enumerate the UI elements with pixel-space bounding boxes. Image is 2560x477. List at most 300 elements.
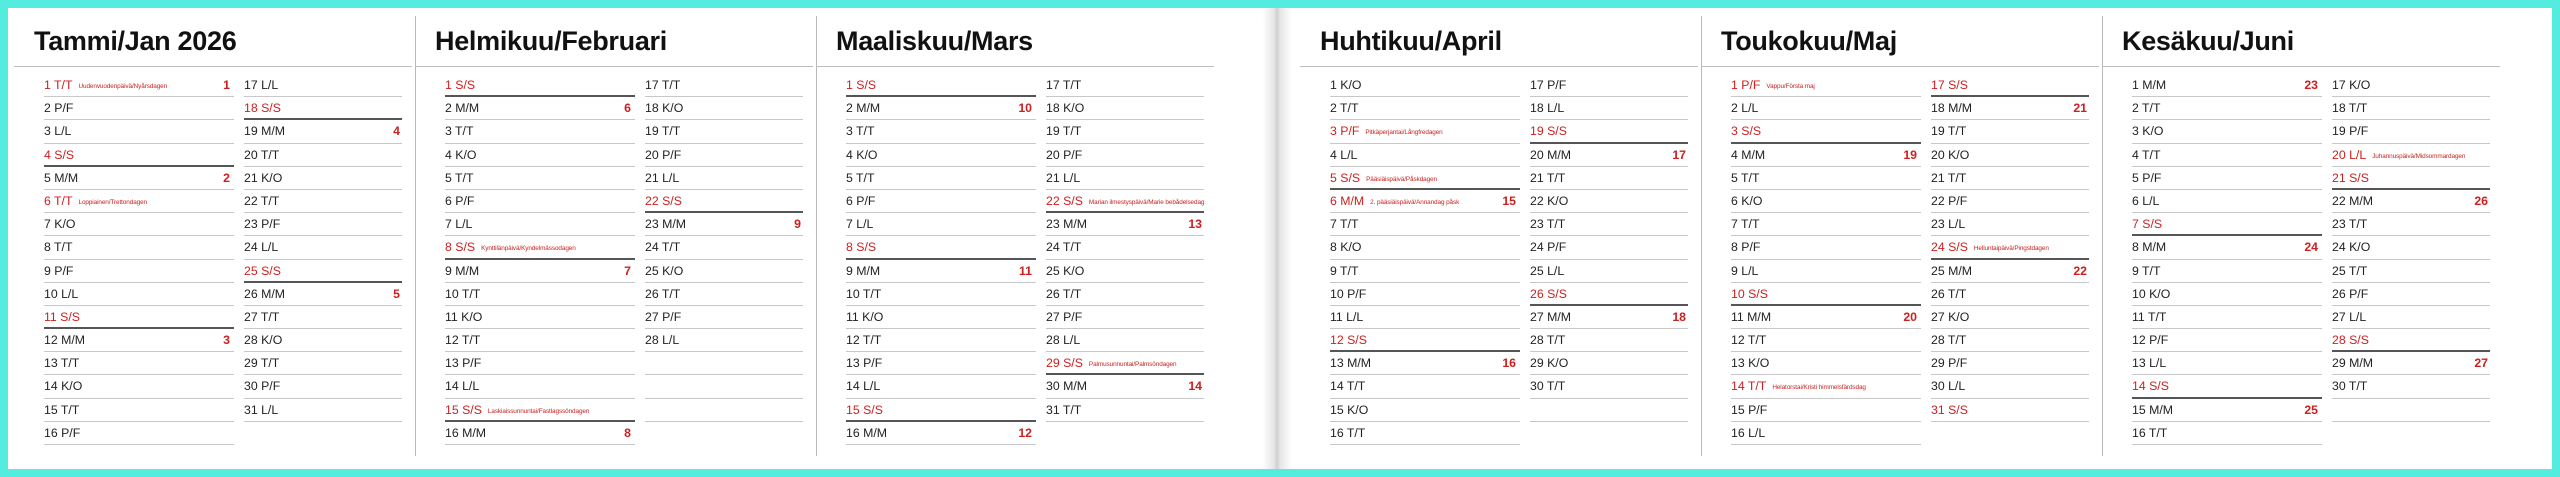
day-label: 21 T/T xyxy=(1530,170,1566,185)
day-label: 6 P/F xyxy=(846,193,876,208)
holiday-label: Juhannuspäivä/Midsommardagen xyxy=(2372,152,2466,160)
day-label: 13 T/T xyxy=(44,356,80,371)
day-label: 31 T/T xyxy=(1046,402,1082,417)
day-label: 26 T/T xyxy=(1046,286,1082,301)
day-label: 22 K/O xyxy=(1530,193,1569,208)
day-label: 11 K/O xyxy=(445,309,483,324)
day-row xyxy=(445,352,635,375)
day-label: 5 T/T xyxy=(846,170,875,185)
day-row xyxy=(1330,120,1520,143)
frame-right-border xyxy=(2552,0,2560,477)
holiday-label: Palmusunnuntai/Palmsöndagen xyxy=(1088,361,1177,369)
day-row xyxy=(2332,352,2490,375)
day-row xyxy=(1731,306,1921,329)
day-label: 6 P/F xyxy=(445,193,475,208)
day-label: 23 T/T xyxy=(2332,217,2368,232)
month-june xyxy=(2102,8,2500,469)
day-row xyxy=(1731,422,1921,445)
day-label: 18 T/T xyxy=(2332,101,2368,116)
day-row xyxy=(2332,236,2490,259)
day-row xyxy=(44,167,234,190)
day-row xyxy=(2332,190,2490,213)
day-row xyxy=(1731,213,1921,236)
day-label: 9 L/L xyxy=(1731,263,1759,278)
day-label: 14 L/L xyxy=(846,379,881,394)
day-label: 29 S/S xyxy=(1046,356,1083,371)
day-label: 16 L/L xyxy=(1731,425,1766,440)
day-row xyxy=(846,283,1036,306)
day-row xyxy=(1046,260,1204,283)
day-row xyxy=(1530,375,1688,398)
day-row xyxy=(2132,283,2322,306)
week-number: 16 xyxy=(1502,356,1516,371)
day-label: 8 K/O xyxy=(1330,240,1362,255)
day-label: 6 M/M xyxy=(1330,193,1365,208)
day-label: 25 S/S xyxy=(244,263,281,278)
month-title: Toukokuu/Maj xyxy=(1721,26,1897,56)
day-row xyxy=(1931,352,2089,375)
day-row xyxy=(445,167,635,190)
day-column xyxy=(244,74,402,422)
week-number: 10 xyxy=(1018,101,1032,116)
day-row xyxy=(2132,306,2322,329)
day-label: 13 P/F xyxy=(846,356,883,371)
day-label: 1 S/S xyxy=(445,78,476,92)
week-number: 11 xyxy=(1019,263,1032,278)
day-label: 21 L/L xyxy=(645,170,680,185)
day-row xyxy=(1046,190,1204,213)
holiday-label: Pitkäperjantai/Långfredagen xyxy=(1365,129,1443,137)
day-row xyxy=(244,190,402,213)
day-row xyxy=(846,144,1036,167)
day-label: 2 M/M xyxy=(445,101,480,116)
day-row xyxy=(1046,283,1204,306)
day-label: 1 K/O xyxy=(1330,78,1362,92)
day-row xyxy=(44,375,234,398)
day-row xyxy=(244,399,402,422)
month-title: Maaliskuu/Mars xyxy=(836,26,1033,56)
day-row xyxy=(846,74,1036,97)
day-label: 5 T/T xyxy=(1731,170,1760,185)
day-row xyxy=(44,190,234,213)
day-row xyxy=(1530,329,1688,352)
day-label: 19 M/M xyxy=(244,124,285,139)
divider xyxy=(415,16,416,456)
day-row xyxy=(244,74,402,97)
day-row xyxy=(1931,213,2089,236)
day-row xyxy=(846,306,1036,329)
day-column xyxy=(44,74,234,445)
day-row xyxy=(1931,375,2089,398)
day-label: 6 L/L xyxy=(2132,193,2160,208)
day-row xyxy=(1731,399,1921,422)
day-label: 18 L/L xyxy=(1530,101,1565,116)
day-label: 30 L/L xyxy=(1931,379,1966,394)
day-row xyxy=(44,422,234,445)
day-row xyxy=(445,213,635,236)
week-number: 9 xyxy=(794,217,801,232)
week-number: 26 xyxy=(2474,193,2488,208)
day-label: 24 S/S xyxy=(1931,240,1968,255)
day-column xyxy=(1330,74,1520,445)
day-label: 25 M/M xyxy=(1931,263,1972,278)
day-label: 7 L/L xyxy=(445,217,473,232)
day-row xyxy=(445,422,635,445)
day-label: 17 T/T xyxy=(645,78,681,92)
day-row xyxy=(1530,306,1688,329)
day-label: 7 T/T xyxy=(1731,217,1760,232)
day-label: 11 M/M xyxy=(1731,309,1772,324)
day-label: 15 T/T xyxy=(44,402,80,417)
day-label: 20 P/F xyxy=(1046,147,1083,162)
day-label: 3 K/O xyxy=(2132,124,2164,139)
day-label: 8 S/S xyxy=(445,240,476,255)
day-row xyxy=(1046,144,1204,167)
day-row xyxy=(2132,260,2322,283)
day-row xyxy=(1330,399,1520,422)
week-number: 7 xyxy=(624,263,631,278)
day-row xyxy=(645,74,803,97)
day-label: 13 M/M xyxy=(1330,356,1371,371)
day-row xyxy=(445,375,635,398)
day-label: 21 L/L xyxy=(1046,170,1081,185)
day-label: 1 M/M xyxy=(2132,78,2167,92)
day-row xyxy=(846,236,1036,259)
day-row xyxy=(1731,283,1921,306)
month-april xyxy=(1300,8,1698,469)
day-label: 15 S/S xyxy=(846,402,883,417)
day-label: 19 T/T xyxy=(645,124,681,139)
day-column xyxy=(1931,74,2089,422)
day-row xyxy=(445,120,635,143)
day-label: 2 L/L xyxy=(1731,101,1759,116)
week-number: 5 xyxy=(393,286,400,301)
week-number: 17 xyxy=(1672,147,1686,162)
divider xyxy=(415,66,813,67)
day-row xyxy=(1530,144,1688,167)
day-label: 8 T/T xyxy=(44,240,73,255)
day-row xyxy=(2132,144,2322,167)
day-label: 7 K/O xyxy=(44,217,76,232)
day-row xyxy=(1330,283,1520,306)
day-label: 17 P/F xyxy=(1530,78,1567,92)
day-row xyxy=(44,260,234,283)
holiday-label: Helluntaipäivä/Pingstdagen xyxy=(1973,245,2049,253)
day-row xyxy=(445,260,635,283)
day-row xyxy=(846,97,1036,120)
day-label: 5 T/T xyxy=(445,170,474,185)
day-row xyxy=(1530,167,1688,190)
day-row xyxy=(2332,399,2490,422)
day-label: 27 M/M xyxy=(1530,309,1571,324)
day-label: 26 P/F xyxy=(2332,286,2369,301)
month-title: Kesäkuu/Juni xyxy=(2122,26,2294,56)
day-label: 15 K/O xyxy=(1330,402,1369,417)
day-row xyxy=(244,213,402,236)
holiday-label: 2. pääsiäispäivä/Annandag påsk xyxy=(1370,198,1460,206)
day-label: 28 L/L xyxy=(645,333,680,348)
day-row xyxy=(1731,352,1921,375)
day-label: 10 K/O xyxy=(2132,286,2171,301)
day-row xyxy=(645,375,803,398)
day-label: 18 K/O xyxy=(1046,101,1085,116)
day-label: 14 T/T xyxy=(1731,379,1767,394)
day-row xyxy=(1931,399,2089,422)
day-column xyxy=(1530,74,1688,422)
day-row xyxy=(645,120,803,143)
day-row xyxy=(244,306,402,329)
day-label: 4 M/M xyxy=(1731,147,1766,162)
day-label: 3 L/L xyxy=(44,124,72,139)
day-label: 12 T/T xyxy=(445,333,481,348)
holiday-label: Marian ilmestyspäivä/Marie bebådelsedag xyxy=(1088,198,1204,206)
day-row xyxy=(1046,213,1204,236)
day-label: 4 T/T xyxy=(2132,147,2161,162)
day-row xyxy=(1931,120,2089,143)
day-label: 19 P/F xyxy=(2332,124,2369,139)
month-may xyxy=(1701,8,2099,469)
day-row xyxy=(1931,167,2089,190)
day-row xyxy=(2332,260,2490,283)
month-february xyxy=(415,8,813,469)
day-row xyxy=(1046,399,1204,422)
week-number: 27 xyxy=(2474,356,2488,371)
day-row xyxy=(1530,352,1688,375)
day-label: 11 K/O xyxy=(846,309,884,324)
day-column xyxy=(846,74,1036,445)
day-row xyxy=(1330,236,1520,259)
day-label: 29 T/T xyxy=(244,356,280,371)
day-row xyxy=(1731,329,1921,352)
day-label: 21 K/O xyxy=(244,170,283,185)
day-row xyxy=(244,236,402,259)
day-row xyxy=(1330,97,1520,120)
day-label: 14 S/S xyxy=(2132,379,2169,394)
day-label: 1 P/F xyxy=(1731,78,1761,92)
month-march xyxy=(816,8,1214,469)
day-label: 18 M/M xyxy=(1931,101,1972,116)
day-row xyxy=(445,74,635,97)
day-label: 10 L/L xyxy=(44,286,79,301)
frame-left-border xyxy=(0,0,8,477)
day-row xyxy=(1530,120,1688,143)
day-row xyxy=(2332,144,2490,167)
day-label: 20 T/T xyxy=(244,147,280,162)
day-row xyxy=(2132,120,2322,143)
day-label: 10 P/F xyxy=(1330,286,1367,301)
day-row xyxy=(2332,329,2490,352)
day-label: 30 M/M xyxy=(1046,379,1087,394)
day-label: 15 M/M xyxy=(2132,402,2173,417)
week-number: 18 xyxy=(1672,309,1686,324)
day-row xyxy=(645,167,803,190)
week-number: 12 xyxy=(1018,425,1032,440)
day-row xyxy=(1530,236,1688,259)
day-row xyxy=(846,375,1036,398)
day-row xyxy=(1046,74,1204,97)
day-label: 3 T/T xyxy=(846,124,875,139)
day-label: 26 T/T xyxy=(1931,286,1967,301)
day-row xyxy=(1330,422,1520,445)
day-label: 12 T/T xyxy=(846,333,882,348)
day-row xyxy=(1731,120,1921,143)
day-row xyxy=(2132,213,2322,236)
day-label: 17 K/O xyxy=(2332,78,2371,92)
day-row xyxy=(1931,306,2089,329)
day-label: 23 P/F xyxy=(244,217,281,232)
day-label: 24 T/T xyxy=(645,240,681,255)
page-gutter xyxy=(1262,8,1292,469)
day-label: 3 S/S xyxy=(1731,124,1762,139)
day-label: 27 L/L xyxy=(2332,309,2367,324)
day-label: 26 T/T xyxy=(645,286,681,301)
day-row xyxy=(1731,74,1921,97)
day-row xyxy=(44,97,234,120)
day-row xyxy=(2132,399,2322,422)
day-label: 6 T/T xyxy=(44,193,73,208)
day-row xyxy=(2132,375,2322,398)
day-column xyxy=(645,74,803,422)
day-row xyxy=(445,329,635,352)
month-title: Tammi/Jan 2026 xyxy=(34,26,237,56)
holiday-label: Kynttilänpäivä/Kyndelmässodagen xyxy=(481,245,576,253)
day-row xyxy=(1530,97,1688,120)
day-label: 27 T/T xyxy=(244,309,280,324)
day-label: 11 L/L xyxy=(1330,309,1364,324)
week-number: 20 xyxy=(1903,309,1917,324)
day-label: 23 M/M xyxy=(1046,217,1087,232)
day-row xyxy=(1731,236,1921,259)
day-label: 24 P/F xyxy=(1530,240,1567,255)
day-row xyxy=(1330,144,1520,167)
day-row xyxy=(1330,329,1520,352)
day-label: 16 M/M xyxy=(445,425,486,440)
day-label: 25 K/O xyxy=(645,263,684,278)
day-row xyxy=(2332,120,2490,143)
day-row xyxy=(645,260,803,283)
divider xyxy=(816,66,1214,67)
day-label: 24 L/L xyxy=(244,240,279,255)
day-label: 28 K/O xyxy=(244,333,283,348)
day-label: 16 P/F xyxy=(44,425,81,440)
divider xyxy=(2102,66,2500,67)
week-number: 22 xyxy=(2073,263,2087,278)
holiday-label: Pääsiäispäivä/Påskdagen xyxy=(1366,175,1437,183)
day-label: 24 K/O xyxy=(2332,240,2371,255)
day-label: 27 K/O xyxy=(1931,309,1970,324)
day-label: 5 M/M xyxy=(44,170,79,185)
frame-bottom-border xyxy=(0,469,2560,477)
day-label: 9 T/T xyxy=(1330,263,1359,278)
day-label: 21 S/S xyxy=(2332,170,2369,185)
day-label: 10 T/T xyxy=(445,286,481,301)
day-label: 10 S/S xyxy=(1731,286,1768,301)
day-row xyxy=(1731,190,1921,213)
day-label: 12 T/T xyxy=(1731,333,1767,348)
day-label: 4 K/O xyxy=(445,147,477,162)
day-label: 21 T/T xyxy=(1931,170,1967,185)
day-row xyxy=(1046,236,1204,259)
holiday-label: Vappu/Första maj xyxy=(1766,83,1815,90)
day-label: 1 S/S xyxy=(846,78,877,92)
day-row xyxy=(244,375,402,398)
day-row xyxy=(2132,190,2322,213)
day-row xyxy=(846,190,1036,213)
day-row xyxy=(2132,236,2322,259)
day-label: 11 S/S xyxy=(44,309,81,324)
day-row xyxy=(1530,399,1688,422)
day-label: 4 L/L xyxy=(1330,147,1358,162)
day-label: 30 T/T xyxy=(1530,379,1566,394)
day-row xyxy=(1330,306,1520,329)
day-row xyxy=(1046,352,1204,375)
week-number: 8 xyxy=(624,425,631,440)
day-row xyxy=(1931,190,2089,213)
day-row xyxy=(244,352,402,375)
day-column xyxy=(445,74,635,445)
week-number: 21 xyxy=(2073,101,2087,116)
week-number: 25 xyxy=(2304,402,2318,417)
day-label: 7 L/L xyxy=(846,217,874,232)
day-label: 29 P/F xyxy=(1931,356,1968,371)
day-label: 29 K/O xyxy=(1530,356,1569,371)
day-row xyxy=(1046,120,1204,143)
day-label: 29 M/M xyxy=(2332,356,2373,371)
week-number: 4 xyxy=(393,124,400,139)
day-label: 26 M/M xyxy=(244,286,285,301)
day-row xyxy=(846,352,1036,375)
day-row xyxy=(2132,422,2322,445)
day-label: 25 K/O xyxy=(1046,263,1085,278)
day-row xyxy=(1530,74,1688,97)
day-label: 11 T/T xyxy=(2132,309,2167,324)
day-row xyxy=(2332,283,2490,306)
week-number: 1 xyxy=(223,78,230,92)
day-label: 18 S/S xyxy=(244,101,281,116)
day-label: 13 P/F xyxy=(445,356,482,371)
day-row xyxy=(645,306,803,329)
holiday-label: Helatorstai/Kristi himmelsfärdsdag xyxy=(1772,384,1866,392)
day-label: 14 L/L xyxy=(445,379,480,394)
day-label: 3 P/F xyxy=(1330,124,1360,139)
day-label: 18 K/O xyxy=(645,101,684,116)
day-row xyxy=(846,260,1036,283)
day-label: 7 S/S xyxy=(2132,217,2163,232)
day-row xyxy=(445,236,635,259)
divider xyxy=(1701,66,2099,67)
day-row xyxy=(846,167,1036,190)
day-label: 30 T/T xyxy=(2332,379,2368,394)
day-label: 2 P/F xyxy=(44,101,74,116)
day-row xyxy=(1330,352,1520,375)
day-row xyxy=(1046,375,1204,398)
day-row xyxy=(244,120,402,143)
month-title: Huhtikuu/April xyxy=(1320,26,1502,56)
day-row xyxy=(44,213,234,236)
day-row xyxy=(645,236,803,259)
day-label: 14 T/T xyxy=(1330,379,1366,394)
day-label: 20 P/F xyxy=(645,147,682,162)
month-january xyxy=(14,8,412,469)
divider xyxy=(816,16,817,456)
day-label: 31 L/L xyxy=(244,402,279,417)
day-label: 8 S/S xyxy=(846,240,877,255)
day-label: 15 S/S xyxy=(445,402,482,417)
day-label: 20 K/O xyxy=(1931,147,1970,162)
day-column xyxy=(2132,74,2322,445)
day-label: 28 T/T xyxy=(1931,333,1967,348)
day-row xyxy=(44,306,234,329)
